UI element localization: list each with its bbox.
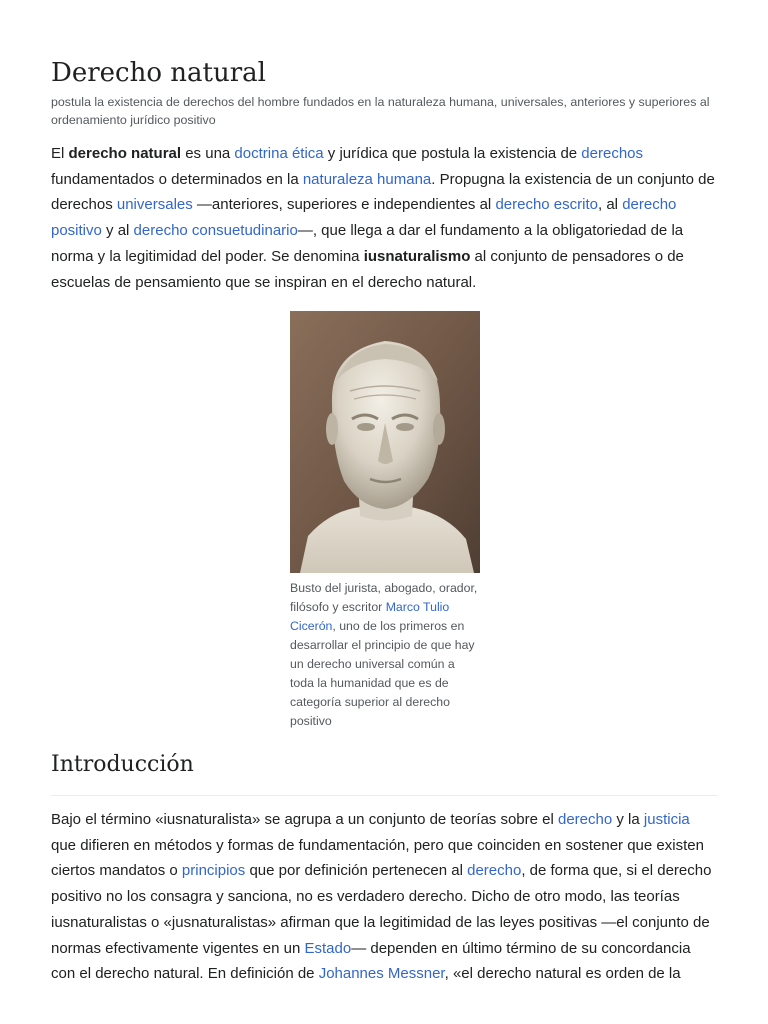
link-universales[interactable]: universales: [116, 196, 193, 214]
link-marco-tulio-ciceron[interactable]: Marco Tulio Cicerón: [290, 600, 450, 633]
page-title: Derecho natural: [51, 58, 266, 88]
cicero-bust-image[interactable]: [290, 311, 480, 573]
link-doctrina-etica[interactable]: doctrina ética: [234, 145, 324, 162]
figure-caption: Busto del jurista, abogado, orador, filósofo y escritor Marco Tulio Cicerón, uno de los primeros en desarrollar el principio de que hay un derecho universal común a toda la humanidad que es de categoría superior al derecho positivo: [290, 581, 478, 728]
link-justicia[interactable]: justicia: [643, 811, 690, 828]
link-estado[interactable]: Estado: [304, 939, 352, 957]
link-derecho-consuetudinario[interactable]: derecho consuetudinario: [133, 222, 298, 240]
link-naturaleza-humana[interactable]: naturaleza humana: [302, 170, 432, 188]
section-divider: [51, 795, 718, 796]
link-derechos[interactable]: derechos: [581, 145, 644, 162]
intro-paragraph: Bajo el término «iusnaturalista» se agrupa a un conjunto de teorías sobre el derecho y la justicia que difieren en métodos y formas de fundamentación, pero que coinciden en sostener que existen ciertos mandatos o principios que por definición pertenecen al derecho, de forma que, si el derecho positivo no los consagra y sanciona, no es verdadero derecho. Dicho de otro modo, las teorías iusnaturalistas o «jusnaturalistas» afirman que la legitimidad de las leyes positivas —el conjunto de normas efectivamente vigentes en un Estado— dependen en último término de su concordancia con el derecho natural. En definición de Johannes Messner, «el derecho natural es orden de la: [51, 811, 712, 983]
bold-term-iusnaturalismo: iusnaturalismo: [363, 247, 471, 265]
link-principios[interactable]: principios: [181, 862, 246, 880]
link-derecho-escrito[interactable]: derecho escrito: [495, 196, 598, 214]
link-derecho[interactable]: derecho: [557, 811, 613, 828]
bold-term-derecho-natural: derecho natural: [68, 145, 182, 162]
figure-cicero: [290, 311, 480, 731]
link-derecho-2[interactable]: derecho: [467, 862, 522, 880]
link-derecho-positivo[interactable]: derecho positivo: [51, 196, 677, 240]
lead-paragraph: El derecho natural es una doctrina ética y jurídica que postula la existencia de derechos fundamentados o determinados en la naturaleza humana. Propugna la existencia de un conjunto de derechos universales —anteriores, superiores e independientes al derecho escrito, al derecho positivo y al derecho consuetudinario—, que llega a dar el fundamento a la obligatoriedad de la norma y la legitimidad del poder. Se denomina iusnaturalismo al conjunto de pensadores o de escuelas de pensamiento que se inspiran en el derecho natural.: [51, 145, 715, 291]
page-subtitle: postula la existencia de derechos del hombre fundados en la naturaleza humana, universales, anteriores y superiores al ordenamiento jurídico positivo: [51, 95, 710, 127]
link-johannes-messner[interactable]: Johannes Messner: [318, 965, 445, 983]
section-heading-introduccion: Introducción: [51, 752, 194, 777]
